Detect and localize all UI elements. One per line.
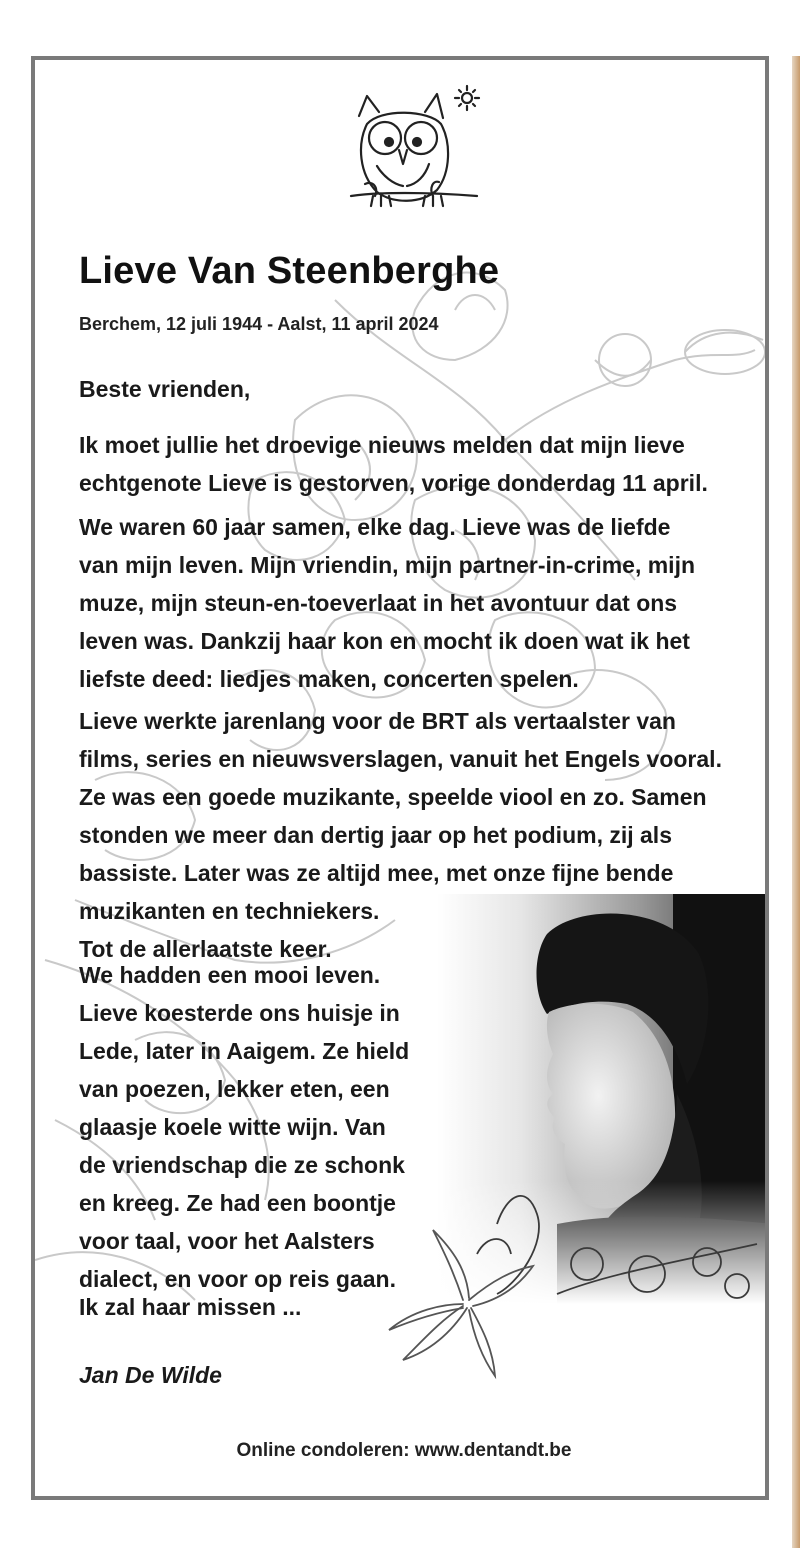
birth-death-dates: Berchem, 12 juli 1944 - Aalst, 11 april 2024 <box>79 314 439 334</box>
paragraph-announcement: Ik moet jullie het droevige nieuws melden dat mijn lieve echtgenote Lieve is gestorven, vorige donderdag 11 april. <box>79 432 708 496</box>
greeting: Beste vrienden, <box>79 376 251 402</box>
deceased-name: Lieve Van Steenberghe <box>79 250 500 292</box>
owl-drawing-icon <box>337 84 487 224</box>
closing-line: Ik zal haar missen ... <box>79 1294 302 1320</box>
obituary-card <box>31 56 769 1500</box>
paragraph-career: Lieve werkte jarenlang voor de BRT als vertaalster van films, series en nieuwsverslagen, vanuit het Engels vooral. Ze was een goede muzikante, speelde viool en zo. Samen stonden we meer dan dertig jaar op het podium, zij als bassiste. Later was ze altijd mee, met onze fijne bende muzikanten en techniekers. Tot de allerlaatste keer. <box>79 708 722 962</box>
condolence-link[interactable]: Online condoleren: www.dentandt.be <box>236 1440 572 1461</box>
signature: Jan De Wilde <box>79 1362 222 1388</box>
page-edge-decoration <box>792 56 800 1548</box>
paragraph-life-together: We waren 60 jaar samen, elke dag. Lieve was de liefde van mijn leven. Mijn vriendin, mijn partner-in-crime, mijn muze, mijn steun-en-toeverlaat in het avontuur dat ons leven was. Dankzij haar kon en mocht ik doen wat ik het liefste deed: liedjes maken, concerten spelen. <box>79 514 696 692</box>
paragraph-memories: We hadden een mooi leven. Lieve koesterde ons huisje in Lede, later in Aaigem. Ze hield van poezen, lekker eten, een glaasje koele witte wijn. Van de vriendschap die ze schonk en kreeg. Ze had een boontje voor taal, voor het Aalsters dialect, en voor op reis gaan. <box>79 962 410 1292</box>
